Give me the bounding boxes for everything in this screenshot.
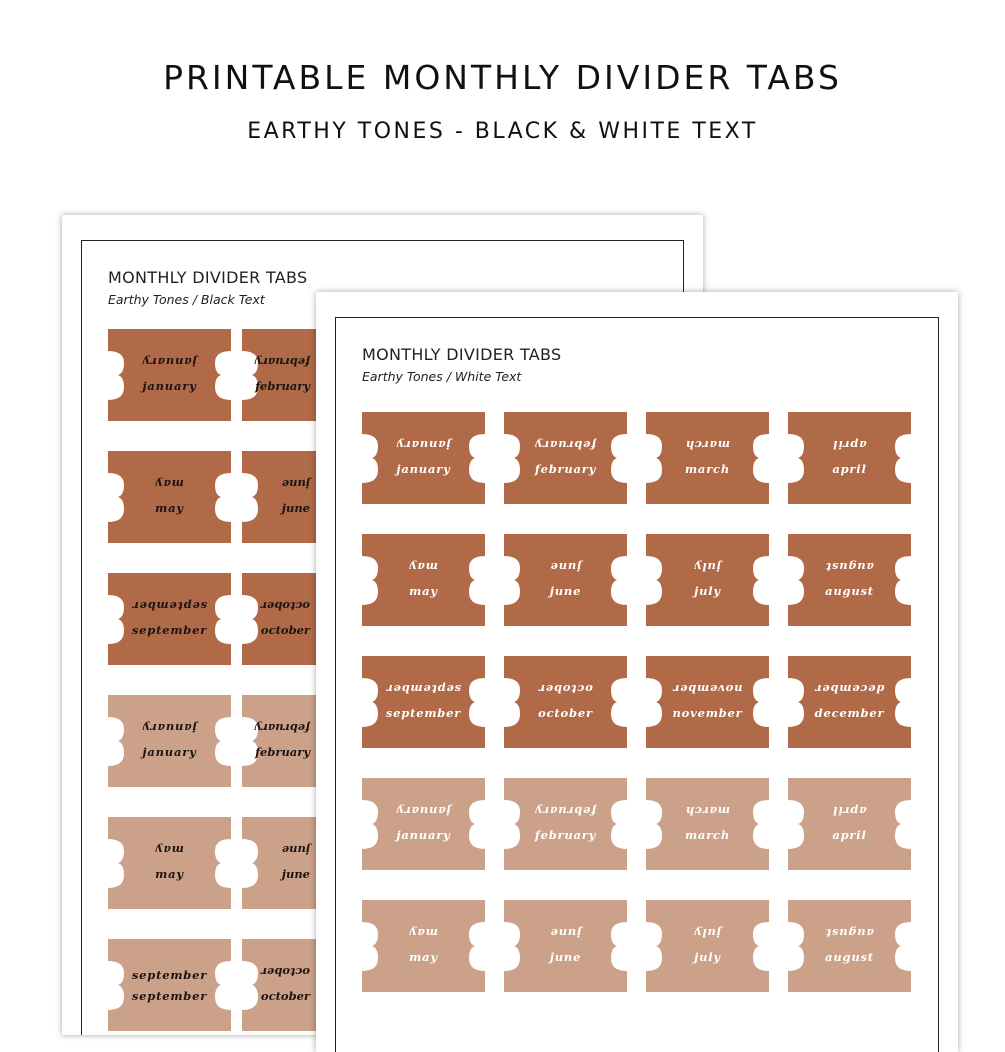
tab-label: april	[832, 828, 867, 842]
divider-tab-february	[504, 412, 627, 504]
tab-label-flipped: april	[832, 804, 867, 818]
tab-label: october	[260, 989, 310, 1003]
tab-label: july	[694, 950, 721, 964]
divider-tab-may	[362, 900, 485, 992]
tab-label: august	[825, 584, 874, 598]
tab-shape	[108, 573, 231, 665]
tab-label-flipped: january	[396, 804, 451, 818]
tab-label: october	[260, 623, 310, 637]
tab-label-flipped: october	[260, 965, 310, 979]
tab-shape	[788, 656, 911, 748]
tab-label-flipped: november	[672, 682, 743, 696]
tab-shape	[108, 695, 231, 787]
divider-tab-june	[504, 900, 627, 992]
tab-label-flipped: may	[409, 926, 438, 940]
tab-shape	[362, 412, 485, 504]
tab-label-flipped: september	[385, 682, 462, 696]
tab-label: february	[534, 462, 597, 476]
tab-label-flipped: december	[814, 682, 885, 696]
tab-shape	[646, 412, 769, 504]
tab-label: april	[832, 462, 867, 476]
tab-shape	[646, 778, 769, 870]
tab-label-flipped: february	[534, 804, 597, 818]
tab-shape	[362, 534, 485, 626]
tab-label: february	[255, 745, 310, 759]
tab-label-flipped: january	[396, 438, 451, 452]
divider-tab-may	[108, 451, 231, 543]
tab-label-flipped: february	[534, 438, 597, 452]
sheet-subtitle: Earthy Tones / White Text	[362, 369, 522, 384]
tab-label-flipped: june	[549, 560, 582, 574]
tab-label: march	[684, 462, 731, 476]
tab-shape	[504, 778, 627, 870]
tab-shape	[788, 900, 911, 992]
tab-label-flipped: february	[255, 721, 310, 735]
tab-label: october	[538, 706, 593, 720]
tab-label-flipped: january	[142, 355, 197, 369]
tab-label: may	[409, 584, 438, 598]
divider-tab-april	[788, 778, 911, 870]
tab-shape	[788, 778, 911, 870]
tab-label: january	[396, 462, 451, 476]
tab-label: may	[155, 501, 184, 515]
tab-label: september	[385, 706, 462, 720]
divider-tab-december	[788, 656, 911, 748]
tab-label-flipped: july	[694, 560, 721, 574]
divider-tab-september	[108, 573, 231, 665]
sheet-title: MONTHLY DIVIDER TABS	[108, 268, 308, 287]
tab-label: february	[534, 828, 597, 842]
sheet-title: MONTHLY DIVIDER TABS	[362, 345, 562, 364]
tab-label: january	[142, 379, 197, 393]
divider-tab-august	[788, 534, 911, 626]
divider-tab-september	[362, 656, 485, 748]
tab-shape	[646, 534, 769, 626]
divider-tab-june	[504, 534, 627, 626]
tab-label: june	[549, 950, 582, 964]
tab-label: september	[131, 623, 208, 637]
tab-label-flipped: march	[684, 804, 731, 818]
divider-tab-april	[788, 412, 911, 504]
tab-label: february	[255, 379, 310, 393]
divider-tab-july	[646, 900, 769, 992]
divider-tab-january	[362, 778, 485, 870]
tab-shape	[788, 412, 911, 504]
tab-label: january	[142, 745, 197, 759]
tab-label-flipped: may	[155, 843, 184, 857]
tab-label-flipped: may	[409, 560, 438, 574]
divider-tab-september	[108, 939, 231, 1031]
tab-shape	[362, 778, 485, 870]
divider-tab-may	[108, 817, 231, 909]
tab-label: march	[684, 828, 731, 842]
tab-shape	[504, 656, 627, 748]
tab-label: july	[694, 584, 721, 598]
tab-shape	[108, 817, 231, 909]
tab-label-flipped: june	[549, 926, 582, 940]
divider-tab-october	[504, 656, 627, 748]
divider-tab-january	[362, 412, 485, 504]
tab-shape	[646, 900, 769, 992]
divider-tab-january	[108, 695, 231, 787]
divider-tab-july	[646, 534, 769, 626]
page-heading: PRINTABLE MONTHLY DIVIDER TABS	[163, 58, 842, 97]
tab-shape	[646, 656, 769, 748]
tab-label: december	[814, 706, 885, 720]
tab-label: august	[825, 950, 874, 964]
tab-label-flipped: october	[538, 682, 593, 696]
tab-label: january	[396, 828, 451, 842]
tab-label: may	[409, 950, 438, 964]
tab-label: june	[549, 584, 582, 598]
divider-tab-may	[362, 534, 485, 626]
tab-label-flipped: september	[131, 599, 208, 613]
tab-label-flipped: may	[155, 477, 184, 491]
tab-label-flipped: august	[825, 926, 874, 940]
tab-label-flipped: july	[694, 926, 721, 940]
tab-label: june	[281, 867, 310, 881]
tab-label-flipped: october	[260, 599, 310, 613]
divider-tab-march	[646, 778, 769, 870]
tab-label: may	[155, 867, 184, 881]
tab-shape	[504, 412, 627, 504]
sheet-subtitle: Earthy Tones / Black Text	[108, 292, 265, 307]
tab-shape	[504, 900, 627, 992]
tab-shape	[362, 900, 485, 992]
tab-shape	[504, 534, 627, 626]
tab-label-flipped: march	[684, 438, 731, 452]
tab-label: june	[281, 501, 310, 515]
tab-label: november	[672, 706, 743, 720]
divider-tab-february	[504, 778, 627, 870]
tab-label-flipped: june	[281, 477, 310, 491]
tab-shape	[108, 329, 231, 421]
page-subheading: EARTHY TONES - BLACK & WHITE TEXT	[247, 119, 758, 144]
divider-tab-november	[646, 656, 769, 748]
tab-shape	[108, 451, 231, 543]
sheet-white-text	[316, 292, 958, 1052]
tab-label: september	[131, 989, 208, 1003]
tab-label-flipped: september	[131, 968, 208, 982]
tab-label-flipped: february	[255, 355, 310, 369]
tab-label-flipped: april	[832, 438, 867, 452]
tab-shape	[108, 939, 231, 1031]
tab-shape	[788, 534, 911, 626]
tab-shape	[362, 656, 485, 748]
divider-tab-january	[108, 329, 231, 421]
tab-label-flipped: august	[825, 560, 874, 574]
divider-tab-august	[788, 900, 911, 992]
tab-label-flipped: january	[142, 721, 197, 735]
tab-label-flipped: june	[281, 843, 310, 857]
divider-tab-march	[646, 412, 769, 504]
